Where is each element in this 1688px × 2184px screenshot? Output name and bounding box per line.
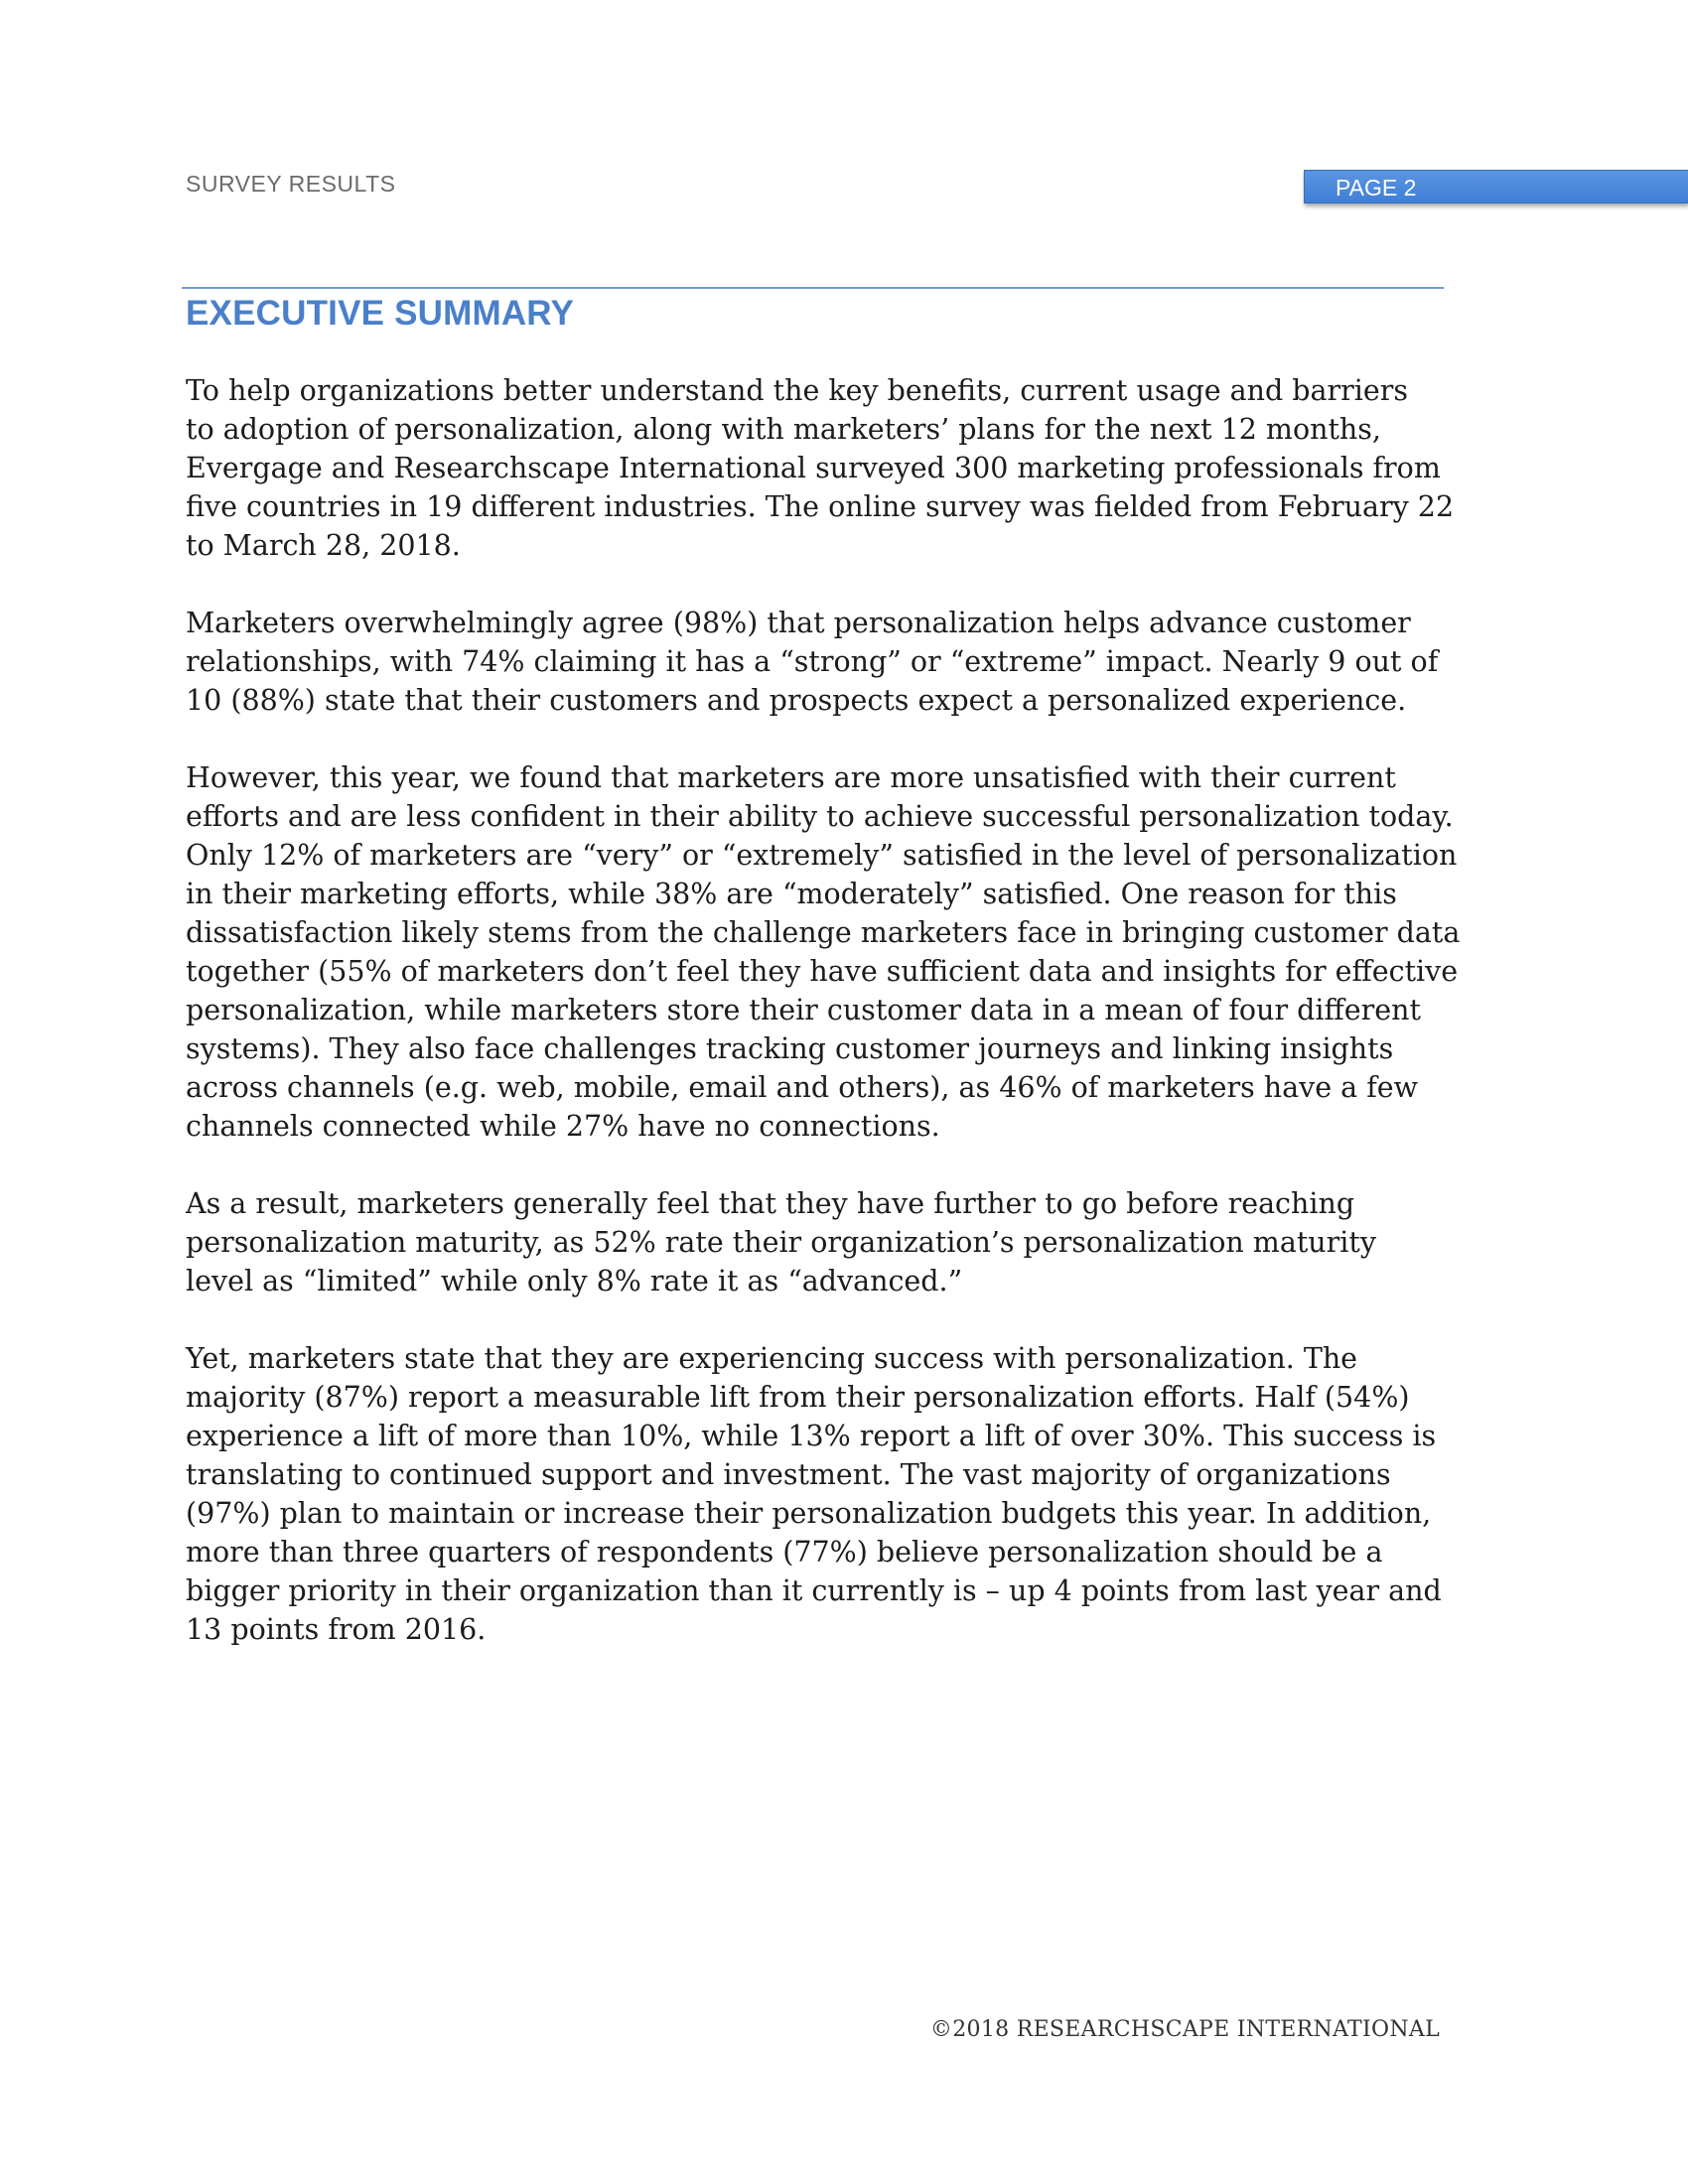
header-section-label: SURVEY RESULTS xyxy=(186,171,396,197)
text-line: personalization maturity, as 52% rate their organization’s personalization maturity xyxy=(186,1226,1376,1259)
text-line: experience a lift of more than 10%, while 13% report a lift of over 30%. This success is xyxy=(186,1420,1437,1452)
copyright-footer: ©2018 RESEARCHSCAPE INTERNATIONAL xyxy=(929,2017,1440,2042)
text-line: more than three quarters of respondents (77%) believe personalization should be a xyxy=(186,1536,1383,1569)
text-line: across channels (e.g. web, mobile, email and others), as 46% of marketers have a few xyxy=(186,1071,1419,1104)
section-title: EXECUTIVE SUMMARY xyxy=(186,294,575,333)
text-line: bigger priority in their organization than it currently is – up 4 points from last year and xyxy=(186,1574,1442,1607)
text-line: dissatisfaction likely stems from the challenge marketers face in bringing customer data xyxy=(186,916,1461,949)
text-line: efforts and are less confident in their ability to achieve successful personalization today. xyxy=(186,800,1454,833)
text-line: Only 12% of marketers are “very” or “extremely” satisfied in the level of personalization xyxy=(186,839,1458,872)
text-line: five countries in 19 different industries. The online survey was fielded from February 22 xyxy=(186,490,1455,523)
text-line: 13 points from 2016. xyxy=(186,1613,487,1646)
text-line: in their marketing efforts, while 38% are “moderately” satisfied. One reason for this xyxy=(186,878,1397,910)
paragraph-maturity xyxy=(186,1184,1477,1300)
text-line: translating to continued support and investment. The vast majority of organizations xyxy=(186,1458,1391,1491)
text-line: Yet, marketers state that they are experiencing success with personalization. The xyxy=(186,1342,1358,1375)
text-line: (97%) plan to maintain or increase their personalization budgets this year. In addition, xyxy=(186,1497,1432,1530)
text-line: Evergage and Researchscape International surveyed 300 marketing professionals from xyxy=(186,452,1441,484)
text-line: To help organizations better understand the key benefits, current usage and barriers xyxy=(186,374,1409,407)
paragraph-success xyxy=(186,1339,1477,1649)
text-line: Marketers overwhelmingly agree (98%) that personalization helps advance customer xyxy=(186,607,1411,639)
text-line: to March 28, 2018. xyxy=(186,529,461,562)
text-line: majority (87%) report a measurable lift from their personalization efforts. Half (54%) xyxy=(186,1381,1410,1414)
paragraph-agreement xyxy=(186,604,1477,720)
text-line: relationships, with 74% claiming it has a “strong” or “extreme” impact. Nearly 9 out of xyxy=(186,645,1439,678)
title-divider xyxy=(182,287,1444,289)
body-text xyxy=(186,371,1477,1688)
paragraph-satisfaction xyxy=(186,758,1477,1146)
text-line: level as “limited” while only 8% rate it as “advanced.” xyxy=(186,1265,963,1297)
text-line: However, this year, we found that marketers are more unsatisfied with their current xyxy=(186,761,1396,794)
text-line: 10 (88%) state that their customers and prospects expect a personalized experience. xyxy=(186,684,1407,717)
text-line: As a result, marketers generally feel that they have further to go before reaching xyxy=(186,1187,1355,1220)
paragraph-intro xyxy=(186,371,1477,565)
text-line: to adoption of personalization, along with marketers’ plans for the next 12 months, xyxy=(186,413,1381,446)
text-line: systems). They also face challenges tracking customer journeys and linking insights xyxy=(186,1032,1394,1065)
text-line: channels connected while 27% have no connections. xyxy=(186,1110,940,1143)
page-number-tab: PAGE 2 xyxy=(1304,170,1688,204)
text-line: personalization, while marketers store their customer data in a mean of four different xyxy=(186,994,1421,1026)
text-line: together (55% of marketers don’t feel they have sufficient data and insights for effective xyxy=(186,955,1459,988)
